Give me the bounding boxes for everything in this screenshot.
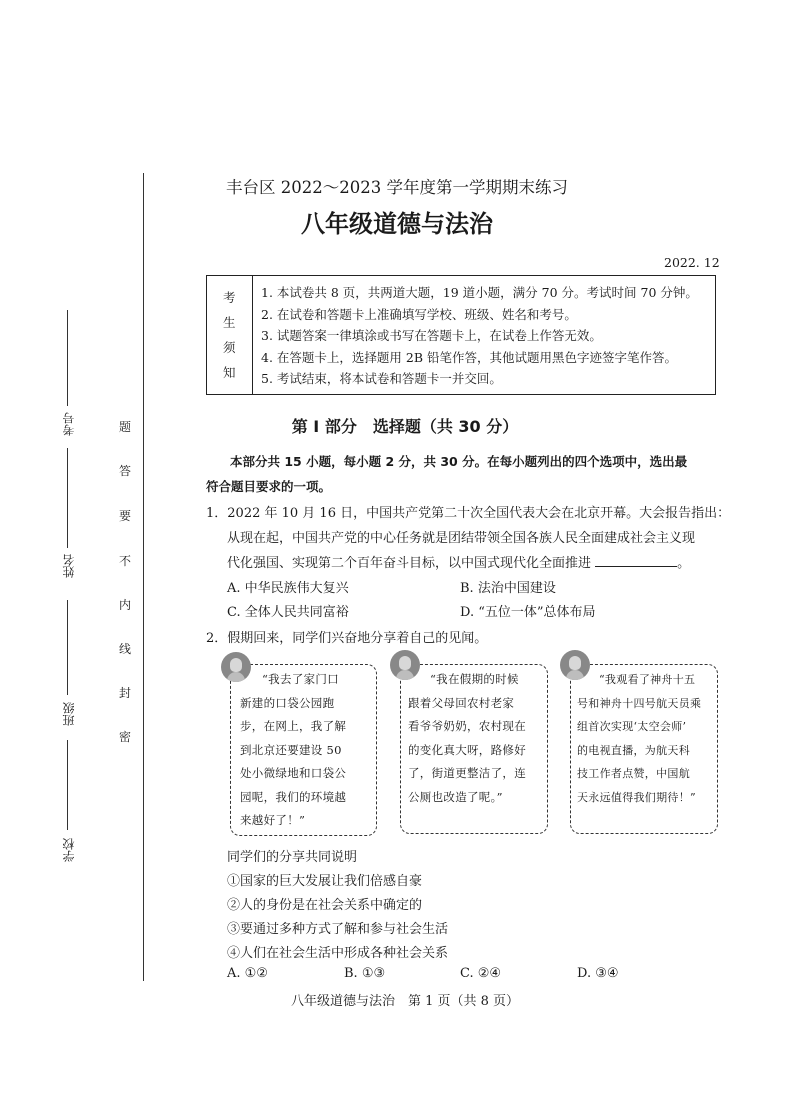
name-underline bbox=[67, 448, 68, 548]
q2-summary: 同学们的分享共同说明 bbox=[227, 850, 358, 865]
bubble-line: 园呢，我们的环境越 bbox=[240, 789, 347, 804]
speech-bubble-3 bbox=[570, 664, 718, 834]
binding-line bbox=[143, 173, 144, 981]
q1-stem-cont bbox=[227, 552, 690, 571]
bubble-line: 公厕也改造了呢。” bbox=[408, 789, 503, 804]
bubble-line: 来越好了！” bbox=[240, 813, 306, 827]
seal-char: 线 bbox=[118, 642, 131, 656]
page-footer: 八年级道德与法治 第 1 页（共 8 页） bbox=[290, 994, 520, 1009]
bubble-line: 了，街道更整洁了，连 bbox=[408, 766, 526, 780]
bubble-line: 看爷爷奶奶，农村现在 bbox=[408, 719, 526, 733]
seal-char: 内 bbox=[118, 598, 131, 612]
bubble-line: 处小微绿地和口袋公 bbox=[240, 766, 347, 780]
notice-rule: 4. 在答题卡上，选择题用 2B 铅笔作答，其他试题用黑色字迹签字笔作答。 bbox=[261, 349, 677, 365]
class-label: 班级 bbox=[62, 702, 76, 726]
bubble-line: 的电视直播，为航天科 bbox=[577, 743, 690, 757]
exam-subtitle: 丰台区 2022～2023 学年度第一学期期末练习 bbox=[226, 178, 568, 197]
bubble-line: 天永远值得我们期待！” bbox=[577, 790, 696, 804]
q2-stem: 2．假期回来，同学们兴奋地分享着自己的见闻。 bbox=[206, 631, 488, 646]
school-underline bbox=[67, 740, 68, 830]
q2-statement: ④人们在社会生活中形成各种社会关系 bbox=[227, 946, 449, 961]
bubble-line: 步，在网上，我了解 bbox=[240, 719, 347, 733]
student-avatar-icon bbox=[560, 650, 590, 680]
q1-option-d: D. “五位一体”总体布局 bbox=[460, 605, 596, 620]
q2-option-a: A. ①② bbox=[227, 966, 268, 981]
class-underline bbox=[67, 600, 68, 695]
student-avatar-icon bbox=[390, 650, 420, 680]
q2-option-d: D. ③④ bbox=[577, 966, 619, 981]
section-heading: 第 I 部分 选择题（共 30 分） bbox=[291, 417, 519, 436]
notice-label-char: 知 bbox=[223, 365, 236, 380]
bubble-text bbox=[577, 668, 701, 809]
q1-stem-end: 。 bbox=[677, 556, 691, 571]
q2-option-b: B. ①③ bbox=[344, 966, 386, 981]
bubble-line: 跟着父母回农村老家 bbox=[408, 695, 515, 710]
exam-no-label: 考号 bbox=[62, 412, 76, 436]
notice-label-char: 须 bbox=[223, 340, 236, 355]
bubble-text bbox=[240, 668, 346, 833]
notice-rule: 1. 本试卷共 8 页，共两道大题，19 道小题，满分 70 分。考试时间 70 分钟。 bbox=[261, 285, 698, 300]
seal-char: 要 bbox=[118, 509, 131, 523]
notice-rule: 3. 试题答案一律填涂或书写在答题卡上，在试卷上作答无效。 bbox=[261, 328, 602, 343]
q1-stem-text: 代化强国、实现第二个百年奋斗目标，以中国式现代化全面推进 bbox=[227, 556, 592, 571]
bubble-line: 号和神舟十四号航天员乘 bbox=[577, 696, 702, 710]
q2-statement: ②人的身份是在社会关系中确定的 bbox=[227, 898, 423, 913]
bubble-line: 的变化真大呀，路修好 bbox=[408, 742, 526, 757]
exam-date: 2022. 12 bbox=[664, 255, 720, 270]
notice-rule: 5. 考试结束，将本试卷和答题卡一并交回。 bbox=[261, 371, 502, 386]
section-intro: 本部分共 15 小题，每小题 2 分，共 30 分。在每小题列出的四个选项中，选出最 bbox=[230, 454, 688, 469]
bubble-line: “我在假期的时候 bbox=[430, 672, 519, 686]
seal-char: 题 bbox=[118, 420, 131, 434]
speech-bubble-1 bbox=[230, 664, 377, 836]
section-intro-cont: 符合题目要求的一项。 bbox=[206, 479, 332, 494]
notice-label-char: 生 bbox=[223, 315, 236, 330]
notice-label bbox=[207, 276, 253, 394]
bubble-line: 新建的口袋公园跑 bbox=[240, 695, 335, 710]
bubble-line: 到北京还要建设 50 bbox=[240, 742, 342, 757]
q1-stem: 1．2022 年 10 月 16 日，中国共产党第二十次全国代表大会在北京开幕。大会报告指出： bbox=[206, 506, 731, 521]
school-label: 学校 bbox=[62, 838, 76, 862]
bubble-text bbox=[408, 668, 526, 809]
q1-stem-cont: 从现在起，中国共产党的中心任务就是团结带领全国各族人民全面建成社会主义现 bbox=[227, 531, 696, 546]
notice-label-char: 考 bbox=[223, 290, 236, 305]
notice-box bbox=[206, 275, 716, 395]
bubble-line: 技工作者点赞，中国航 bbox=[577, 767, 690, 780]
bubble-line: “我观看了神舟十五 bbox=[599, 673, 696, 686]
speech-bubble-2 bbox=[400, 664, 548, 834]
q2-statement: ③要通过多种方式了解和参与社会生活 bbox=[227, 922, 449, 937]
notice-rules bbox=[261, 282, 698, 390]
q2-statement: ①国家的巨大发展让我们倍感自豪 bbox=[227, 874, 423, 889]
q2-option-c: C. ②④ bbox=[460, 966, 502, 981]
bubble-line: “我去了家门口 bbox=[262, 672, 339, 686]
q1-option-c: C. 全体人民共同富裕 bbox=[227, 605, 349, 620]
seal-char: 不 bbox=[118, 554, 131, 568]
seal-char: 答 bbox=[118, 464, 131, 478]
exam-title: 八年级道德与法治 bbox=[301, 210, 493, 238]
name-label: 姓名 bbox=[62, 554, 76, 578]
bubble-line: 组首次实现‘太空会师’ bbox=[577, 720, 687, 733]
q1-option-b: B. 法治中国建设 bbox=[460, 581, 556, 596]
seal-char: 密 bbox=[118, 730, 131, 744]
q1-option-a: A. 中华民族伟大复兴 bbox=[227, 581, 349, 596]
exam-no-underline bbox=[67, 310, 68, 406]
seal-char: 封 bbox=[118, 686, 131, 700]
student-avatar-icon bbox=[221, 652, 251, 682]
notice-rule: 2. 在试卷和答题卡上准确填写学校、班级、姓名和考号。 bbox=[261, 306, 577, 322]
answer-blank bbox=[595, 554, 677, 567]
